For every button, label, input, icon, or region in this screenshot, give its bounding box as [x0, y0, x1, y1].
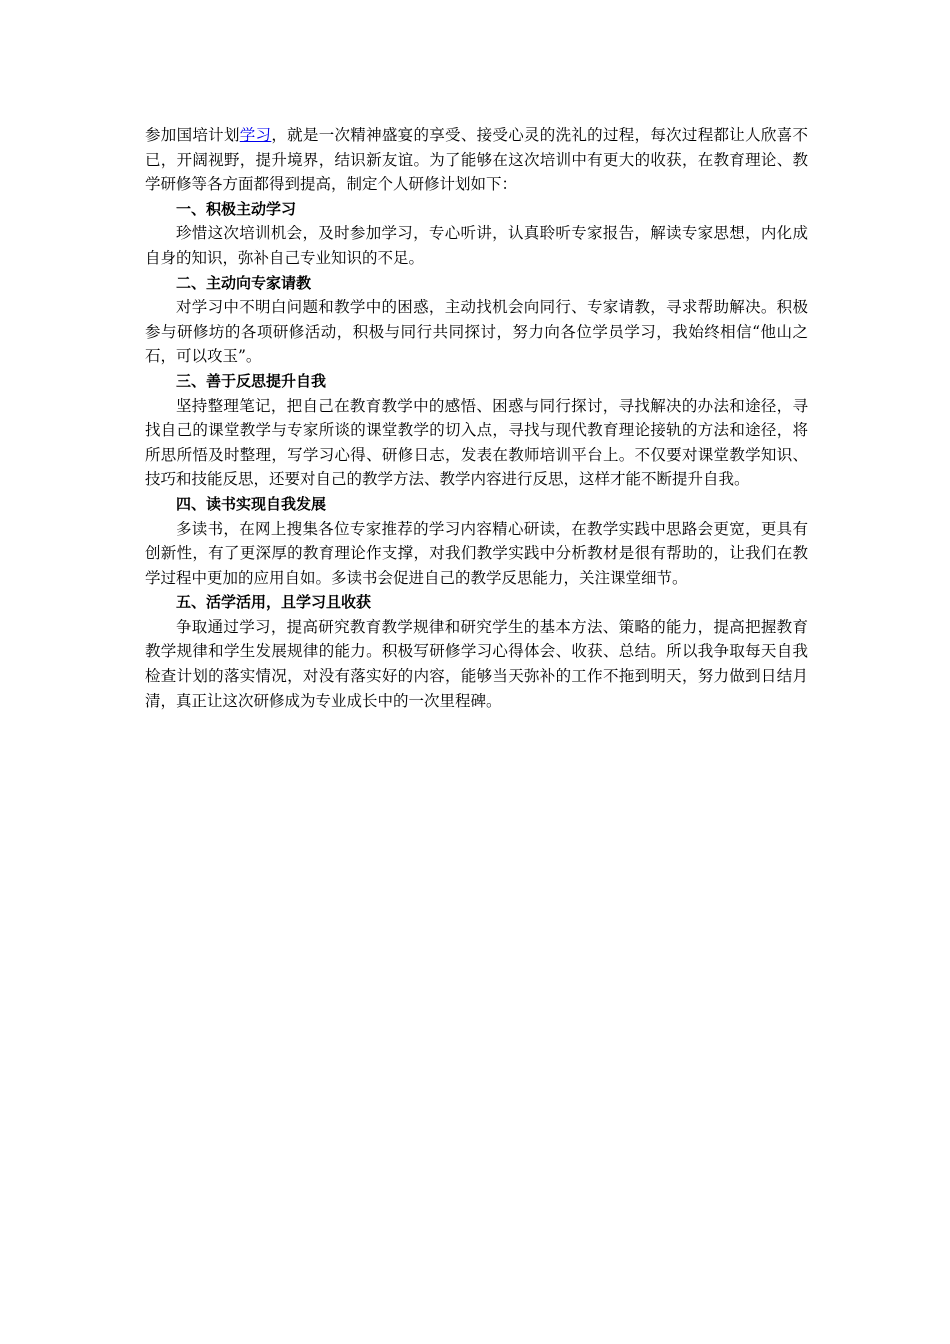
section-heading-4: 四、读书实现自我发展	[176, 494, 327, 513]
section-body-4: 多读书，在网上搜集各位专家推荐的学习内容精心研读，在教学实践中思路会更宽，更具有创新性，有了更深厚的教育理论作支撑，对我们教学实践中分析教材是很有帮助的，让我们在教学过程中更加的应用自如。多读书会促进自己的教学反思能力，关注课堂细节。	[145, 519, 808, 587]
intro-suffix: ，就是一次精神盛宴的享受、接受心灵的洗礼的过程，每次过程都让人欣喜不已，开阔视野，提升境界，结识新友谊。为了能够在这次培训中有更大的收获，在教育理论、教学研修等各方面都得到提高，制定个人研修计划如下：	[145, 126, 808, 194]
intro-paragraph	[145, 123, 808, 197]
study-link[interactable]: 学习	[239, 126, 272, 144]
document-body	[145, 123, 808, 713]
section-heading-1: 一、积极主动学习	[176, 199, 297, 218]
section-body-5: 争取通过学习，提高研究教育教学规律和研究学生的基本方法、策略的能力，提高把握教育教学规律和学生发展规律的能力。积极写研修学习心得体会、收获、总结。所以我争取每天自我检查计划的落实情况，对没有落实好的内容，能够当天弥补的工作不拖到明天，努力做到日结月清，真正让这次研修成为专业成长中的一次里程碑。	[145, 617, 808, 710]
intro-prefix: 参加国培计划	[145, 126, 240, 144]
section-heading-3: 三、善于反思提升自我	[176, 371, 327, 390]
section-body-3: 坚持整理笔记，把自己在教育教学中的感悟、困惑与同行探讨，寻找解决的办法和途径，寻找自己的课堂教学与专家所谈的课堂教学的切入点，寻找与现代教育理论接轨的方法和途径，将所思所悟及时整理，写学习心得、研修日志，发表在教师培训平台上。不仅要对课堂教学知识、技巧和技能反思，还要对自己的教学方法、教学内容进行反思，这样才能不断提升自我。	[145, 396, 808, 489]
section-heading-2: 二、主动向专家请教	[176, 273, 312, 292]
section-heading-5: 五、活学活用，且学习且收获	[176, 593, 372, 612]
section-body-2: 对学习中不明白问题和教学中的困惑，主动找机会向同行、专家请教，寻求帮助解决。积极参与研修坊的各项研修活动，积极与同行共同探讨，努力向各位学员学习，我始终相信“他山之石，可以攻玉”。	[145, 298, 808, 366]
section-body-1: 珍惜这次培训机会，及时参加学习，专心听讲，认真聆听专家报告，解读专家思想，内化成自身的知识，弥补自己专业知识的不足。	[145, 224, 808, 267]
